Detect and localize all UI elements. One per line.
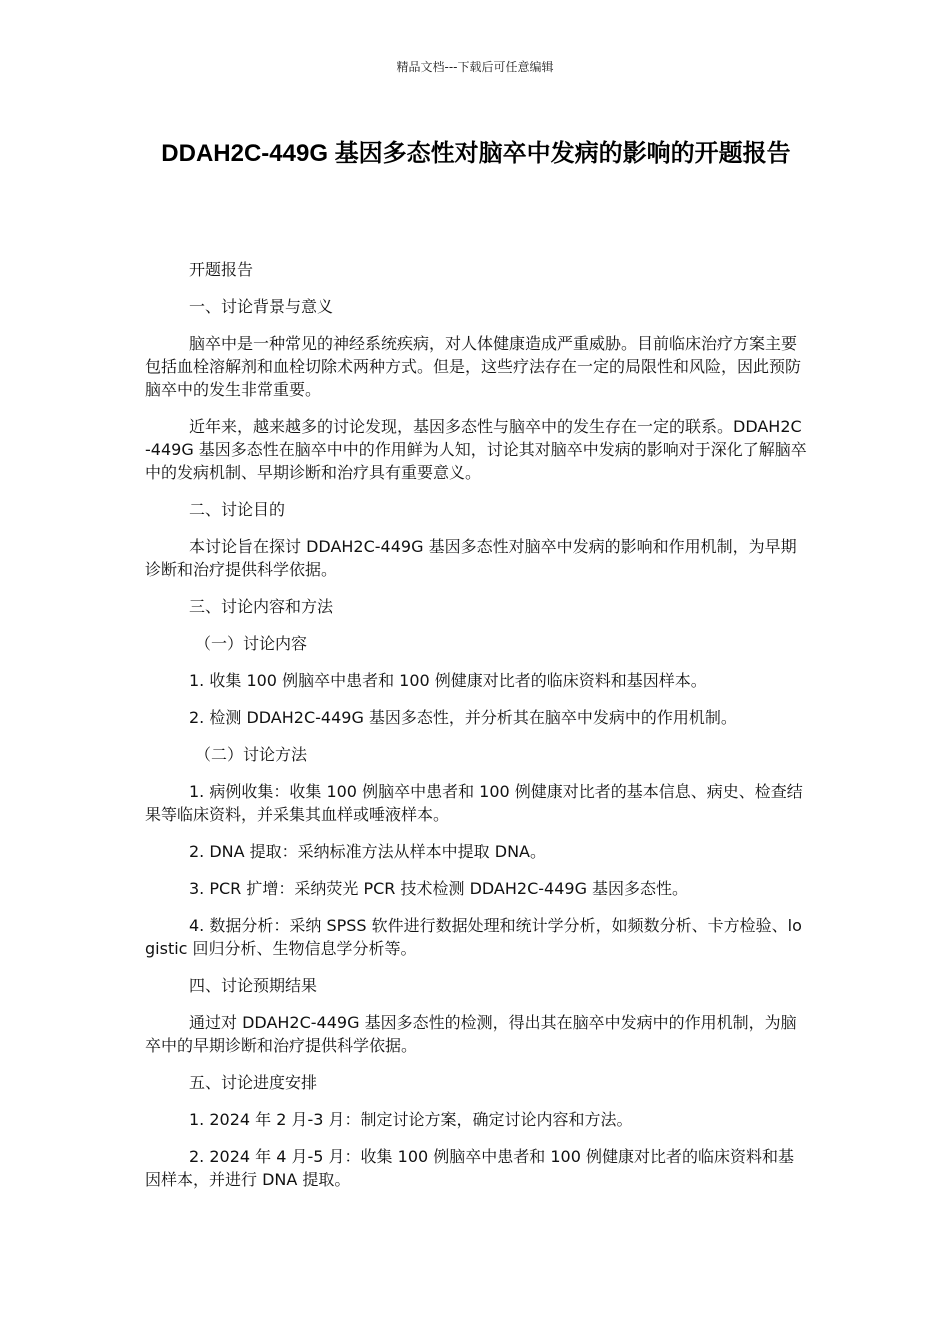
- paragraph-purpose: 本讨论旨在探讨 DDAH2C-449G 基因多态性对脑卒中发病的影响和作用机制，为早期诊断和治疗提供科学依据。: [145, 537, 797, 579]
- list-item-schedule-2: 2. 2024 年 4 月-5 月：收集 100 例脑卒中患者和 100 例健康对比者的临床资料和基因样本，并进行 DNA 提取。: [145, 1147, 794, 1189]
- section-heading-background: 一、讨论背景与意义: [189, 297, 334, 316]
- document-body: [145, 258, 807, 1205]
- document-title: DDAH2C-449G 基因多态性对脑卒中发病的影响的开题报告: [161, 140, 791, 167]
- subheading-content: （一）讨论内容: [195, 634, 308, 653]
- paragraph-background-1: 脑卒中是一种常见的神经系统疾病，对人体健康造成严重威胁。目前临床治疗方案主要包括血栓溶解剂和血栓切除术两种方式。但是，这些疗法存在一定的局限性和风险，因此预防脑卒中的发生非常重要。: [145, 334, 802, 399]
- paragraph-background-2: 近年来，越来越多的讨论发现，基因多态性与脑卒中的发生存在一定的联系。DDAH2C-449G 基因多态性在脑卒中中的作用鲜为人知，讨论其对脑卒中发病的影响对于深化了解脑卒中的发病机制、早期诊断和治疗具有重要意义。: [145, 417, 807, 482]
- section-heading-expected-results: 四、讨论预期结果: [189, 976, 318, 995]
- list-item-method-4: 4. 数据分析：采纳 SPSS 软件进行数据处理和统计学分析，如频数分析、卡方检验、logistic 回归分析、生物信息学分析等。: [145, 916, 802, 958]
- section-heading-purpose: 二、讨论目的: [189, 500, 286, 519]
- page-header: 精品文档---下载后可任意编辑: [396, 60, 554, 74]
- paragraph-report-label: 开题报告: [189, 260, 254, 279]
- list-item-method-2: 2. DNA 提取：采纳标准方法从样本中提取 DNA。: [189, 842, 546, 861]
- list-item-content-2: 2. 检测 DDAH2C-449G 基因多态性，并分析其在脑卒中发病中的作用机制。: [189, 708, 737, 727]
- subheading-methods: （二）讨论方法: [195, 745, 308, 764]
- list-item-method-3: 3. PCR 扩增：采纳荧光 PCR 技术检测 DDAH2C-449G 基因多态性。: [189, 879, 689, 898]
- paragraph-expected-results: 通过对 DDAH2C-449G 基因多态性的检测，得出其在脑卒中发病中的作用机制，为脑卒中的早期诊断和治疗提供科学依据。: [145, 1013, 797, 1055]
- list-item-content-1: 1. 收集 100 例脑卒中患者和 100 例健康对比者的临床资料和基因样本。: [189, 671, 707, 690]
- list-item-method-1: 1. 病例收集：收集 100 例脑卒中患者和 100 例健康对比者的基本信息、病史、检查结果等临床资料，并采集其血样或唾液样本。: [145, 782, 803, 824]
- list-item-schedule-1: 1. 2024 年 2 月-3 月：制定讨论方案，确定讨论内容和方法。: [189, 1110, 633, 1129]
- section-heading-schedule: 五、讨论进度安排: [189, 1073, 318, 1092]
- section-heading-content-methods: 三、讨论内容和方法: [189, 597, 334, 616]
